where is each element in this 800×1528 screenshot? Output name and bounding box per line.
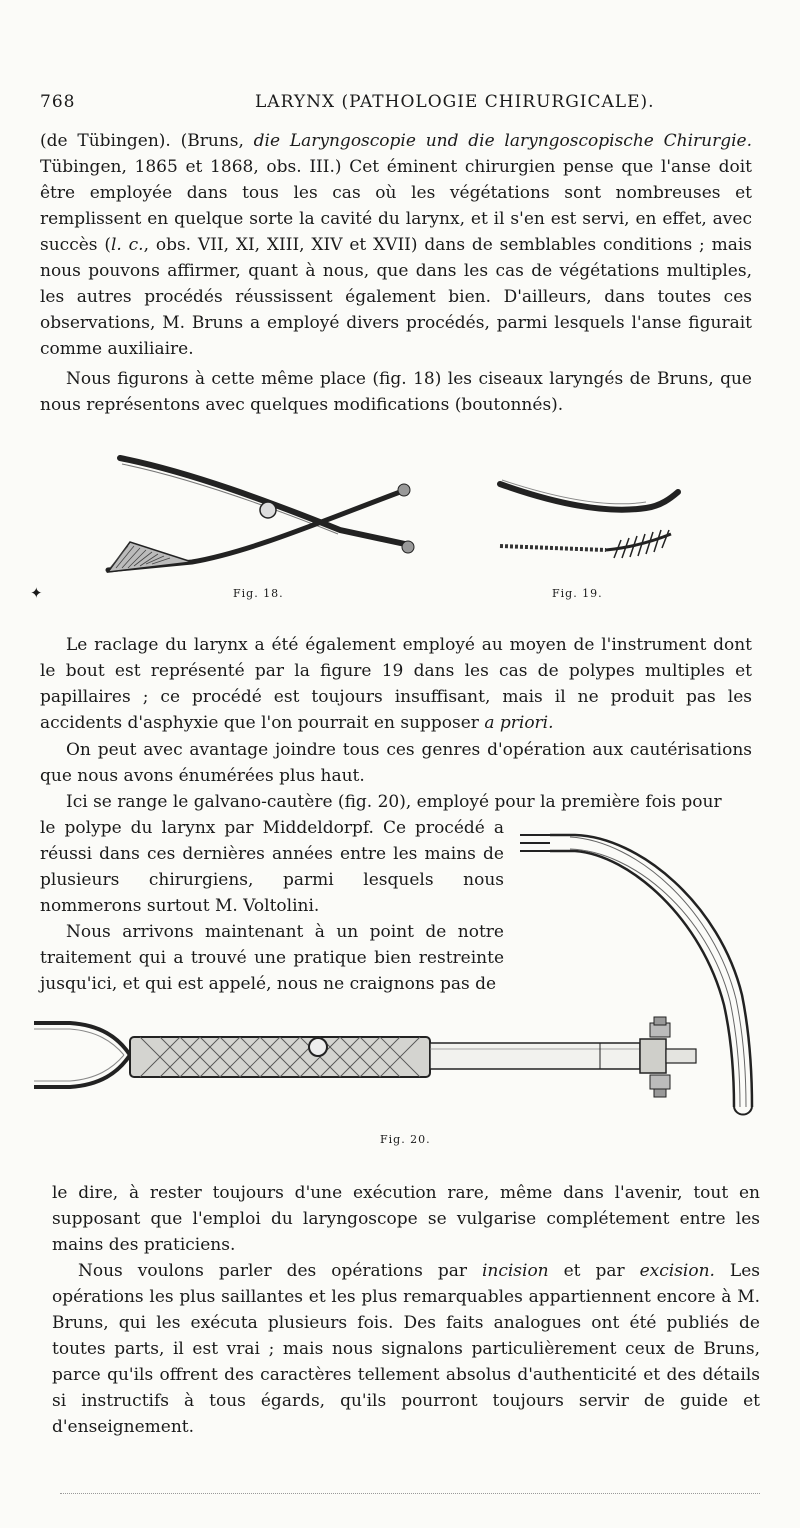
paragraph-bruns-anse: (de Tübingen). (Bruns, die Laryngoscopie und die laryngoscopische Chirurgie. Tübingen, 1865 et 1868, obs. III.) Cet éminent chirurgien pense que l'anse doit être employée dans tous les cas où les végétations sont nombreuses et remplissent en quelque sorte la cavité du larynx, et il s'en est servi, en effet, avec succès (l. c., obs. VII, XI, XIII, XIV et XVII) dans de semblables conditions ; mais nous pouvons affirmer, quant à nous, que dans les cas de végétations multiples, les autres procédés réussissent également bien. D'ailleurs, dans toutes ces observations, M. Bruns a employé divers procédés, parmi lesquels l'anse figurait comme auxiliaire. (40, 131, 752, 359)
fig19-curette-illustration (496, 474, 696, 574)
paragraph-incision-continued: le dire, à rester toujours d'une exécution rare, même dans l'avenir, tout en supposant que l'emploi du laryngoscope se vulgarise complétement entre les mains des praticiens. (52, 1183, 760, 1255)
paragraph-incision-excision: Nous voulons parler des opérations par incision et par excision. Les opérations les plus saillantes et les plus remarquables appartiennent encore à M. Bruns, qui les exécuta plusieurs fois. Des faits analogues ont été publiés de toutes parts, il est vrai ; mais nous signalons particulièrement ceux de Bruns, parce qu'ils offrent des caractères tellement absolus d'authenticité et des détails si instructifs à tous égards, qu'ils pourront toujours servir de guide et d'enseignement. (52, 1261, 760, 1437)
footer-rule (60, 1493, 760, 1494)
running-header (40, 92, 760, 122)
paragraph-raclage: Le raclage du larynx a été également employé au moyen de l'instrument dont le bout est représenté par la figure 19 dans les cas de polypes multiples et papillaires ; ce procédé est toujours insuffisant, mais il ne produit pas les accidents d'asphyxie que l'on pourrait en supposer a priori. (40, 635, 752, 733)
paragraph-cauterisations: On peut avec avantage joindre tous ces genres d'opération aux cautérisations que nous avons énumérées plus haut. (40, 740, 752, 786)
paragraph-fig18-intro: Nous figurons à cette même place (fig. 18) les ciseaux laryngés de Bruns, que nous représentons avec quelques modifications (boutonnés). (40, 369, 752, 415)
printer-mark: ✦ (30, 584, 43, 602)
paragraph-galvano-side: le polype du larynx par Middeldorpf. Ce procédé a réussi dans ces dernières années entre les mains de plusieurs chirurgiens, parmi lesquels nous nommerons surtout M. Voltolini. (40, 818, 504, 916)
fig19-caption: Fig. 19. (552, 587, 603, 600)
fig18-scissors-illustration (100, 452, 420, 582)
paragraph-incision-intro: Nous arrivons maintenant à un point de notre traitement qui a trouvé une pratique bien restreinte jusqu'ici, et qui est appelé, nous ne craignons pas de (40, 922, 504, 994)
page-number: 768 (40, 92, 76, 112)
fig20-galvano-cautere-illustration (30, 815, 770, 1125)
paragraph-galvano-top: Ici se range le galvano-cautère (fig. 20), employé pour la première fois pour (66, 792, 722, 812)
fig20-caption: Fig. 20. (380, 1133, 431, 1146)
fig18-caption: Fig. 18. (233, 587, 284, 600)
running-title: LARYNX (PATHOLOGIE CHIRURGICALE). (255, 92, 655, 112)
